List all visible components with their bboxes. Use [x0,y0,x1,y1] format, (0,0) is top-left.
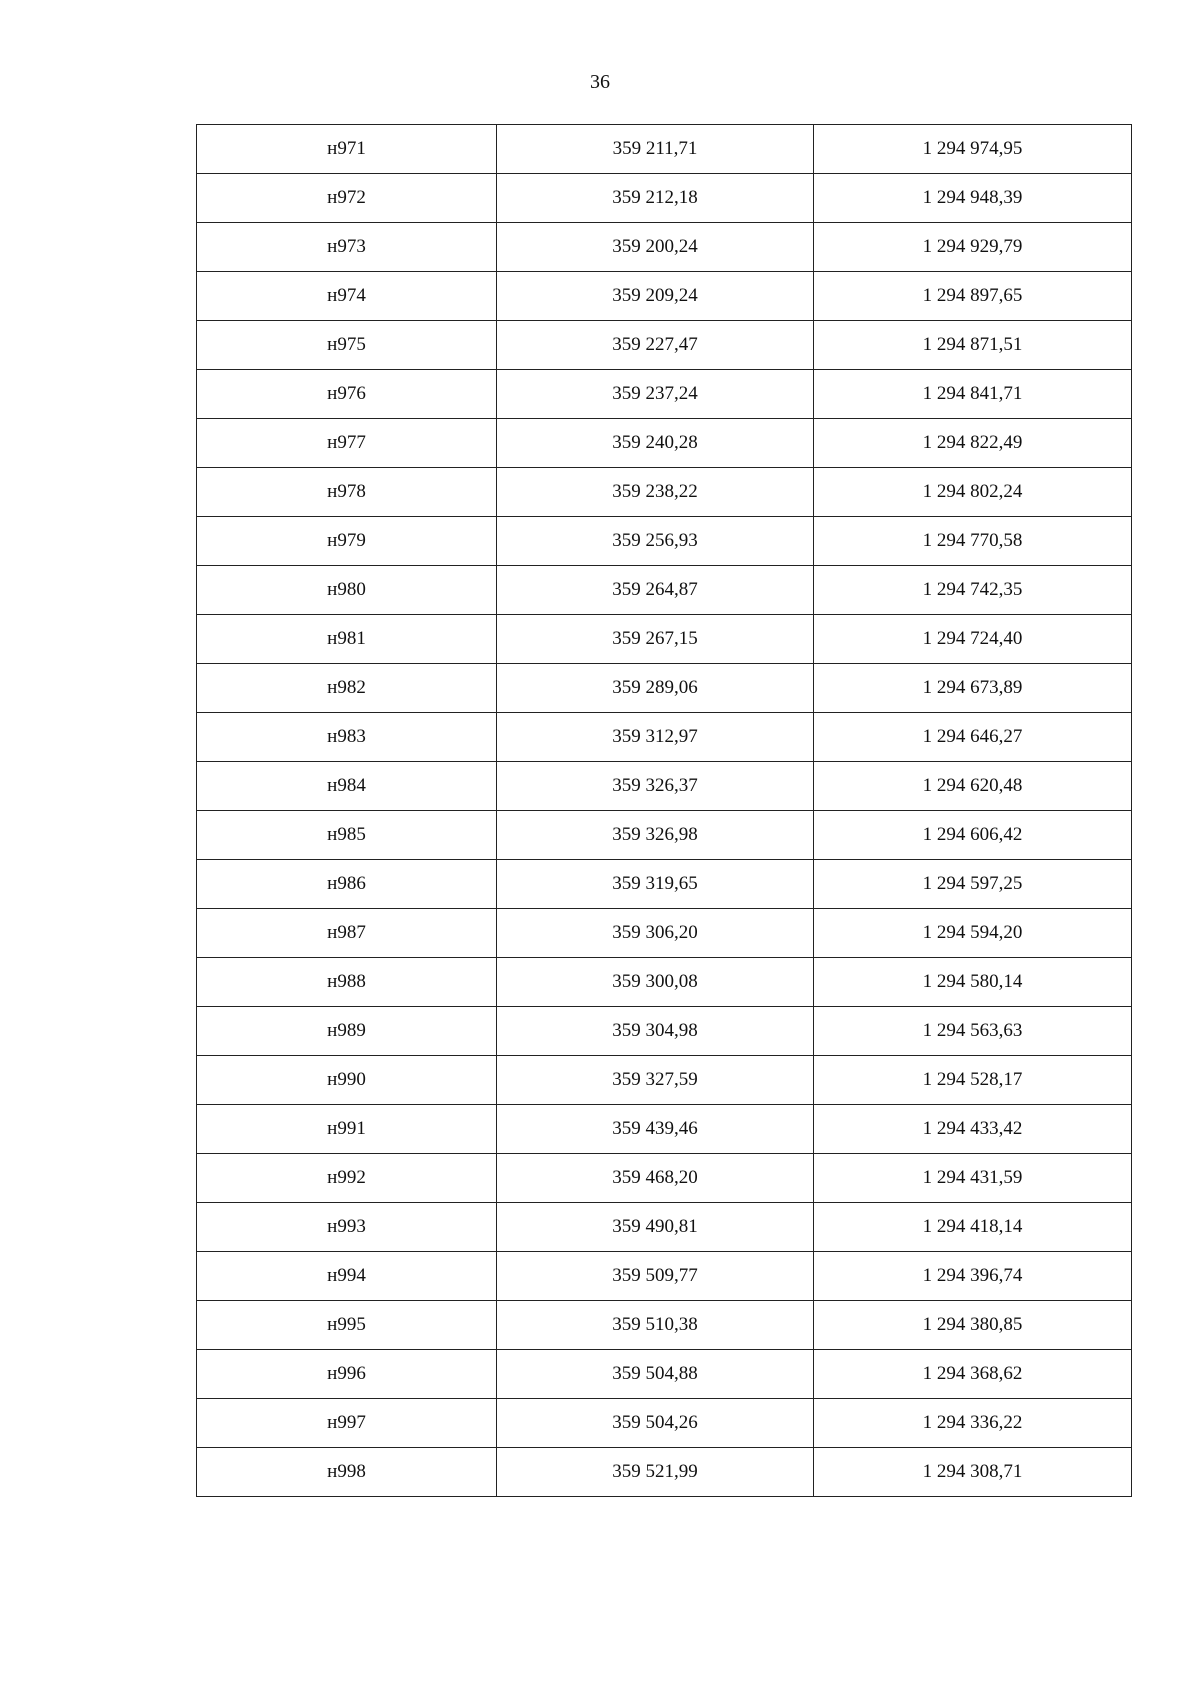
point-name-cell: н975 [197,321,497,370]
y-coordinate-cell: 1 294 948,39 [814,174,1132,223]
x-coordinate-cell: 359 200,24 [497,223,814,272]
y-coordinate-cell: 1 294 620,48 [814,762,1132,811]
x-coordinate-cell: 359 439,46 [497,1105,814,1154]
point-name-cell: н992 [197,1154,497,1203]
y-coordinate-cell: 1 294 528,17 [814,1056,1132,1105]
point-name-cell: н981 [197,615,497,664]
x-coordinate-cell: 359 504,88 [497,1350,814,1399]
y-coordinate-cell: 1 294 802,24 [814,468,1132,517]
table-row [197,566,1132,615]
x-coordinate-cell: 359 267,15 [497,615,814,664]
y-coordinate-cell: 1 294 742,35 [814,566,1132,615]
table-row [197,125,1132,174]
coordinates-table [196,124,1132,1497]
x-coordinate-cell: 359 211,71 [497,125,814,174]
y-coordinate-cell: 1 294 563,63 [814,1007,1132,1056]
table-row [197,811,1132,860]
table-row [197,909,1132,958]
x-coordinate-cell: 359 209,24 [497,272,814,321]
y-coordinate-cell: 1 294 822,49 [814,419,1132,468]
table-row [197,1252,1132,1301]
y-coordinate-cell: 1 294 646,27 [814,713,1132,762]
point-name-cell: н976 [197,370,497,419]
point-name-cell: н978 [197,468,497,517]
x-coordinate-cell: 359 319,65 [497,860,814,909]
table-row [197,223,1132,272]
table-row [197,1350,1132,1399]
point-name-cell: н985 [197,811,497,860]
point-name-cell: н990 [197,1056,497,1105]
y-coordinate-cell: 1 294 929,79 [814,223,1132,272]
page-number: 36 [590,71,610,93]
table-row [197,1056,1132,1105]
table-row [197,615,1132,664]
x-coordinate-cell: 359 264,87 [497,566,814,615]
x-coordinate-cell: 359 468,20 [497,1154,814,1203]
y-coordinate-cell: 1 294 673,89 [814,664,1132,713]
x-coordinate-cell: 359 256,93 [497,517,814,566]
y-coordinate-cell: 1 294 594,20 [814,909,1132,958]
x-coordinate-cell: 359 326,98 [497,811,814,860]
y-coordinate-cell: 1 294 974,95 [814,125,1132,174]
y-coordinate-cell: 1 294 871,51 [814,321,1132,370]
x-coordinate-cell: 359 300,08 [497,958,814,1007]
point-name-cell: н998 [197,1448,497,1497]
x-coordinate-cell: 359 504,26 [497,1399,814,1448]
table-row [197,419,1132,468]
point-name-cell: н971 [197,125,497,174]
y-coordinate-cell: 1 294 396,74 [814,1252,1132,1301]
x-coordinate-cell: 359 304,98 [497,1007,814,1056]
y-coordinate-cell: 1 294 431,59 [814,1154,1132,1203]
point-name-cell: н974 [197,272,497,321]
point-name-cell: н994 [197,1252,497,1301]
y-coordinate-cell: 1 294 433,42 [814,1105,1132,1154]
y-coordinate-cell: 1 294 308,71 [814,1448,1132,1497]
point-name-cell: н980 [197,566,497,615]
table-row [197,1448,1132,1497]
table-row [197,1105,1132,1154]
point-name-cell: н973 [197,223,497,272]
point-name-cell: н984 [197,762,497,811]
y-coordinate-cell: 1 294 841,71 [814,370,1132,419]
x-coordinate-cell: 359 490,81 [497,1203,814,1252]
y-coordinate-cell: 1 294 597,25 [814,860,1132,909]
x-coordinate-cell: 359 509,77 [497,1252,814,1301]
point-name-cell: н996 [197,1350,497,1399]
table-row [197,958,1132,1007]
table-row [197,321,1132,370]
x-coordinate-cell: 359 306,20 [497,909,814,958]
table-row [197,1154,1132,1203]
table-row [197,370,1132,419]
x-coordinate-cell: 359 289,06 [497,664,814,713]
table-row [197,1301,1132,1350]
y-coordinate-cell: 1 294 770,58 [814,517,1132,566]
point-name-cell: н977 [197,419,497,468]
point-name-cell: н989 [197,1007,497,1056]
point-name-cell: н988 [197,958,497,1007]
table-row [197,272,1132,321]
table-row [197,1203,1132,1252]
x-coordinate-cell: 359 327,59 [497,1056,814,1105]
coordinates-table-body [197,125,1132,1497]
table-row [197,762,1132,811]
x-coordinate-cell: 359 312,97 [497,713,814,762]
point-name-cell: н979 [197,517,497,566]
y-coordinate-cell: 1 294 724,40 [814,615,1132,664]
table-row [197,713,1132,762]
y-coordinate-cell: 1 294 380,85 [814,1301,1132,1350]
x-coordinate-cell: 359 237,24 [497,370,814,419]
point-name-cell: н991 [197,1105,497,1154]
table-row [197,664,1132,713]
y-coordinate-cell: 1 294 336,22 [814,1399,1132,1448]
table-row [197,860,1132,909]
y-coordinate-cell: 1 294 606,42 [814,811,1132,860]
point-name-cell: н987 [197,909,497,958]
point-name-cell: н995 [197,1301,497,1350]
table-row [197,1007,1132,1056]
y-coordinate-cell: 1 294 580,14 [814,958,1132,1007]
point-name-cell: н982 [197,664,497,713]
table-row [197,1399,1132,1448]
y-coordinate-cell: 1 294 897,65 [814,272,1132,321]
y-coordinate-cell: 1 294 368,62 [814,1350,1132,1399]
x-coordinate-cell: 359 240,28 [497,419,814,468]
x-coordinate-cell: 359 521,99 [497,1448,814,1497]
x-coordinate-cell: 359 227,47 [497,321,814,370]
x-coordinate-cell: 359 238,22 [497,468,814,517]
point-name-cell: н972 [197,174,497,223]
point-name-cell: н997 [197,1399,497,1448]
x-coordinate-cell: 359 326,37 [497,762,814,811]
point-name-cell: н993 [197,1203,497,1252]
table-row [197,517,1132,566]
x-coordinate-cell: 359 212,18 [497,174,814,223]
x-coordinate-cell: 359 510,38 [497,1301,814,1350]
y-coordinate-cell: 1 294 418,14 [814,1203,1132,1252]
table-row [197,468,1132,517]
point-name-cell: н983 [197,713,497,762]
point-name-cell: н986 [197,860,497,909]
table-row [197,174,1132,223]
